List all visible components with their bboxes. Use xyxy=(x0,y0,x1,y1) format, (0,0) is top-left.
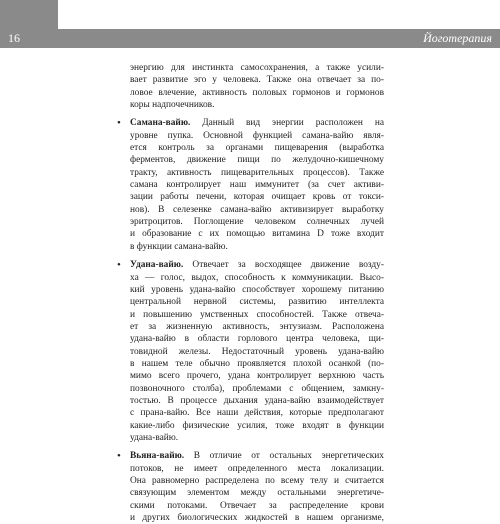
text-line: удана-вайю в области горлового центра человека, щи- xyxy=(130,334,384,345)
text-line: позвоночного столба), проблемами с общением, замкну- xyxy=(130,383,384,394)
text-line: и повышению умственных способностей. Также отвеча- xyxy=(130,309,384,320)
item-term: Удана-вайю. xyxy=(130,260,184,271)
text-line: мимо всего прочего, удана контролирует верхнюю часть xyxy=(130,371,384,382)
text-line: потоков, не имеет определенного места локализации. xyxy=(130,463,384,474)
text-line: скими потоками. Отвечает за распределение крови xyxy=(130,500,384,511)
text-line: и других биологических жидкостей в нашем организме, xyxy=(130,513,384,524)
continuation-paragraph xyxy=(130,62,384,111)
text-line: ха — голос, выдох, способность к коммуникации. Высо- xyxy=(130,272,384,283)
header-bar xyxy=(58,29,383,48)
text-line: в функции самана-вайю. xyxy=(130,241,228,252)
text-line: в нашем теле обычно проявляется плохой осанкой (по- xyxy=(130,358,384,369)
text-line: самана контролирует наш иммунитет (за счет активи- xyxy=(130,180,384,191)
item-text: Отвечает за восходящее движение возду- xyxy=(183,260,384,271)
running-header xyxy=(0,29,500,48)
page-body xyxy=(116,62,384,524)
bullet-icon: • xyxy=(117,259,121,272)
text-line: уровне пупка. Основной функцией самана-вайю явля- xyxy=(130,130,384,141)
text-line: ловое влечение, активность половых гормонов и гормонов xyxy=(130,87,384,98)
running-title: Йоготерапия xyxy=(383,29,500,48)
text-line: кий уровень удана-вайю способствует хорошему питанию xyxy=(130,284,384,295)
page-number: 16 xyxy=(8,31,20,45)
text-line: связующим элементом между остальными энергетиче- xyxy=(130,488,384,499)
text-line: какие-либо физические усилия, тоже входят в функции xyxy=(130,420,384,431)
text-line: ется контроль за органами пищеварения (выработка xyxy=(130,143,384,154)
text-line: тостью. В процессе дыхания удана-вайю взаимодействует xyxy=(130,395,384,406)
text-line: энергию для инстинкта самосохранения, а также усили- xyxy=(130,63,384,73)
item-term: Самана-вайю. xyxy=(130,118,191,129)
bullet-icon: • xyxy=(117,117,121,130)
text-line: вает развитие эго у человека. Также она отвечает за по- xyxy=(130,75,384,86)
bullet-icon: • xyxy=(117,450,121,463)
text-line: товидной железы. Недостаточный уровень удана-вайю xyxy=(130,346,384,357)
text-line: ферментов, движение пищи по желудочно-кишечному xyxy=(130,155,384,166)
text-line: коры надпочечников. xyxy=(130,100,215,111)
list-item-vyana xyxy=(117,450,384,524)
text-line: удана-вайю. xyxy=(130,432,179,443)
text-line: зации работы печени, которая очищает кровь от токси- xyxy=(130,192,384,203)
text-line: нов). В селезенке самана-вайю активизирует выработку xyxy=(130,204,384,215)
text-line: Она равномерно распределена по всему телу и считается xyxy=(130,476,384,486)
text-line: центральной нервной системы, развитию интеллекта xyxy=(130,297,384,308)
text-line: и образование с их помощью витамина D тоже входит xyxy=(130,229,384,240)
text-line: ет за жизненную активность, энтузиазм. Расположена xyxy=(130,321,384,332)
list-item-udana xyxy=(117,259,384,444)
text-line: тракту, активность пищеварительных процессов). Также xyxy=(130,167,384,178)
item-text: Данный вид энергии расположен на xyxy=(190,118,384,129)
text-line: с прана-вайю. Все наши действия, которые предполагают xyxy=(130,408,384,419)
list-item-samana xyxy=(117,117,384,253)
item-term: Вьяна-вайю. xyxy=(130,451,185,462)
item-text: В отличие от остальных энергетических xyxy=(184,451,384,462)
text-line xyxy=(130,450,384,462)
text-line: эритроцитов. Поглощение человеком солнечных лучей xyxy=(130,217,384,228)
text-line xyxy=(130,117,384,129)
text-line xyxy=(130,259,384,271)
